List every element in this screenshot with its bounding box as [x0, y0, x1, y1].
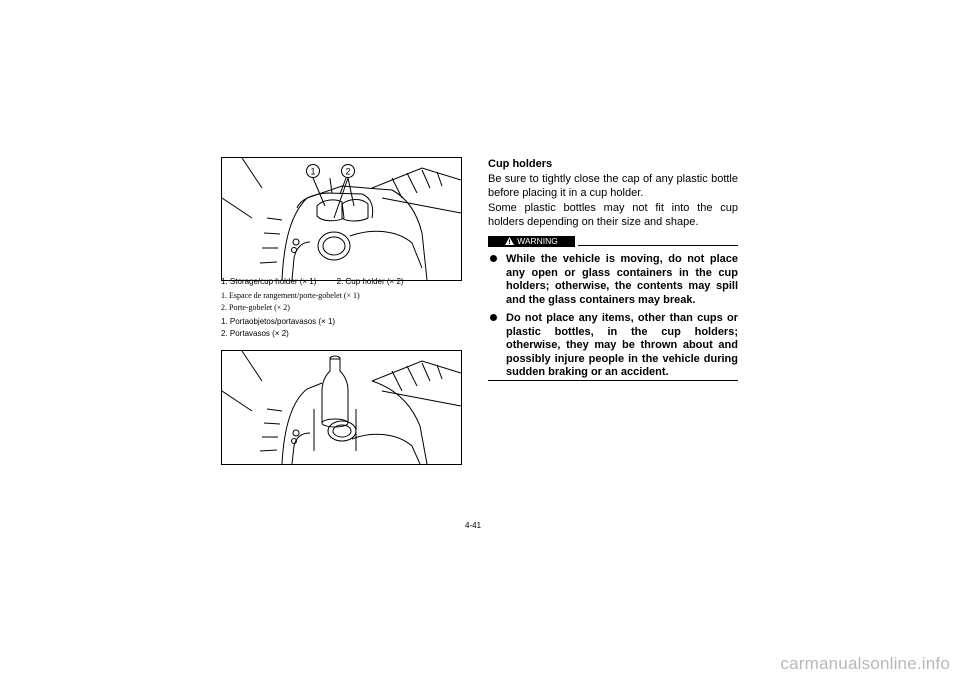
page-number: 4-41 — [465, 521, 482, 530]
section-cup-holders — [488, 157, 738, 229]
paragraph-1: Be sure to tightly close the cap of any plastic bottle before placing it in a cup holder. — [488, 173, 738, 199]
bottle-illustration — [222, 351, 461, 464]
caption-french — [221, 290, 360, 314]
paragraph-2: Some plastic bottles may not fit into the cup holders depending on their size and shape. — [488, 202, 738, 228]
caption-en-2: 2. Cup holder (× 2) — [336, 277, 404, 286]
watermark: carmanualsonline.info — [780, 654, 950, 673]
warning-item — [488, 253, 738, 307]
caption-fr-1: 1. Espace de rangement/porte-gobelet (× 1) — [221, 291, 360, 300]
cup-holder-illustration — [222, 158, 461, 280]
figure-cup-holders — [221, 157, 462, 281]
bullet-icon — [490, 255, 497, 262]
warning-text-2: Do not place any items, other than cups or plastic bottles, in the cup holders; otherwise, they may be thrown about and possibly injure people in the vehicle during sudden braking or an accident. — [506, 312, 738, 378]
warning-badge — [488, 236, 575, 247]
section-title: Cup holders — [488, 158, 553, 170]
warning-triangle-icon — [505, 237, 514, 245]
caption-fr-2: 2. Porte-gobelet (× 2) — [221, 303, 290, 312]
warning-text-1: While the vehicle is moving, do not place any open or glass containers in the cup holders; otherwise, the contents may spill and the glass containers may break. — [506, 253, 738, 306]
warning-label: WARNING — [517, 236, 558, 246]
caption-en-1: 1. Storage/cup holder (× 1) — [221, 277, 317, 286]
warning-divider — [578, 245, 738, 246]
warning-end-divider — [488, 380, 738, 381]
warning-item — [488, 312, 738, 380]
figure-bottle-in-holder — [221, 350, 462, 465]
bullet-icon — [490, 314, 497, 321]
warning-list — [488, 253, 738, 385]
warning-header — [488, 236, 738, 248]
callout-1-label: 1 — [310, 166, 316, 177]
caption-spanish — [221, 316, 335, 340]
callout-2-label: 2 — [345, 166, 351, 177]
caption-es-2: 2. Portavasos (× 2) — [221, 329, 289, 338]
caption-english — [221, 276, 404, 288]
caption-es-1: 1. Portaobjetos/portavasos (× 1) — [221, 317, 336, 326]
